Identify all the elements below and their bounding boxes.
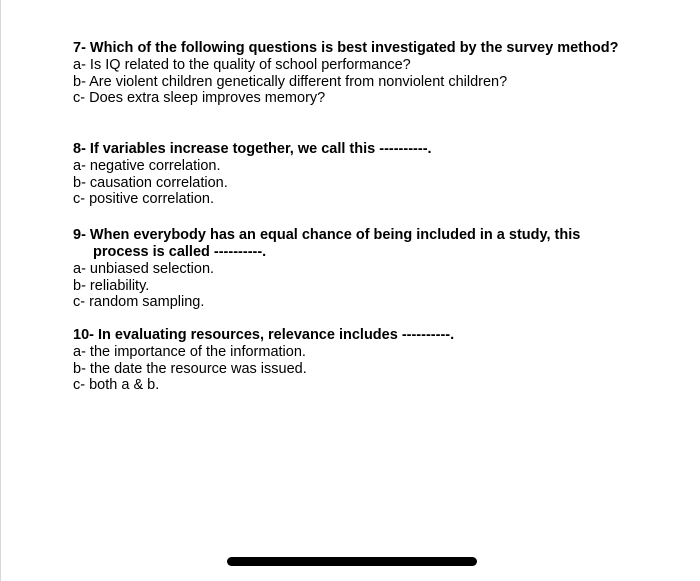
question-text: 10- In evaluating resources, relevance includes ----------. xyxy=(73,327,455,343)
option-b: b- reliability. xyxy=(73,277,150,294)
option-a: a- Is IQ related to the quality of school performance? xyxy=(73,57,411,73)
question-text: 8- If variables increase together, we call this ----------. xyxy=(73,141,432,157)
question-text: 7- Which of the following questions is best investigated by the survey method? xyxy=(73,40,619,56)
option-c: c- Does extra sleep improves memory? xyxy=(73,90,326,106)
option-a: a- unbiased selection. xyxy=(73,261,215,277)
option-c: c- positive correlation. xyxy=(73,191,215,207)
option-b: b- causation correlation. xyxy=(73,174,228,191)
option-b: b- Are violent children genetically different from nonviolent children? xyxy=(73,73,508,90)
option-a: a- negative correlation. xyxy=(73,158,221,174)
option-a: a- the importance of the information. xyxy=(73,344,306,360)
question-text: 9- When everybody has an equal chance of being included in a study, this process is called ----------. xyxy=(73,227,581,260)
option-c: c- random sampling. xyxy=(73,294,205,310)
question-9 xyxy=(73,227,633,311)
question-8 xyxy=(73,141,633,208)
home-indicator-bar[interactable] xyxy=(227,557,477,566)
question-7 xyxy=(73,40,633,107)
question-10 xyxy=(73,327,633,394)
option-b: b- the date the resource was issued. xyxy=(73,360,307,377)
option-c: c- both a & b. xyxy=(73,377,160,393)
